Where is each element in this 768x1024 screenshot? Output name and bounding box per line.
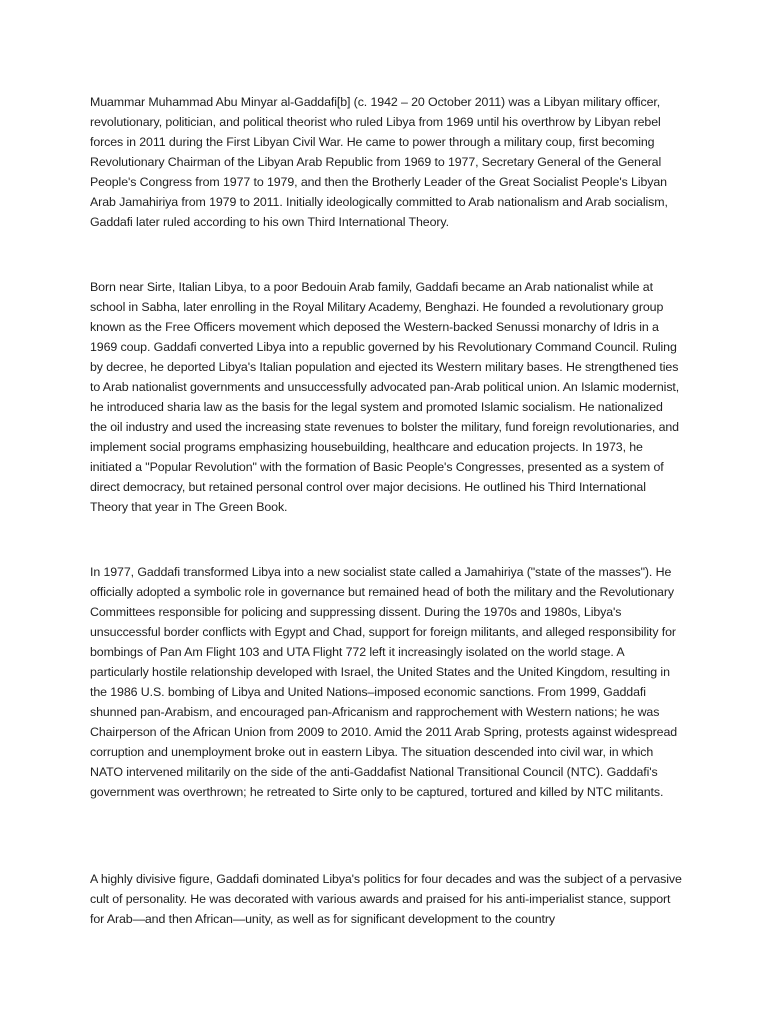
paragraph-3: In 1977, Gaddafi transformed Libya into a new socialist state called a Jamahiriya ("state of the masses"). He officially adopted a symbolic role in governance but remained head of both the military and the Revolutionary Committees responsible for policing and suppressing dissent. During the 1970s and 1980s, Libya's unsuccessful border conflicts with Egypt and Chad, support for foreign militants, and alleged responsibility for bombings of Pan Am Flight 103 and UTA Flight 772 left it increasingly isolated on the world stage. A particularly hostile relationship developed with Israel, the United States and the United Kingdom, resulting in the 1986 U.S. bombing of Libya and United Nations–imposed economic sanctions. From 1999, Gaddafi shunned pan-Arabism, and encouraged pan-Africanism and rapprochement with Western nations; he was Chairperson of the African Union from 2009 to 2010. Amid the 2011 Arab Spring, protests against widespread corruption and unemployment broke out in eastern Libya. The situation descended into civil war, in which NATO intervened militarily on the side of the anti-Gaddafist National Transitional Council (NTC). Gaddafi's government was overthrown; he retreated to Sirte only to be captured, tortured and killed by NTC militants.: [90, 565, 678, 799]
paragraph-1: Muammar Muhammad Abu Minyar al-Gaddafi[b] (c. 1942 – 20 October 2011) was a Libyan military officer, revolutionary, politician, and political theorist who ruled Libya from 1969 until his overthrow by Libyan rebel forces in 2011 during the First Libyan Civil War. He came to power through a military coup, first becoming Revolutionary Chairman of the Libyan Arab Republic from 1969 to 1977, Secretary General of the General People's Congress from 1977 to 1979, and then the Brotherly Leader of the Great Socialist People's Libyan Arab Jamahiriya from 1979 to 2011. Initially ideologically committed to Arab nationalism and Arab socialism, Gaddafi later ruled according to his own Third International Theory.: [90, 95, 668, 229]
paragraph-2: Born near Sirte, Italian Libya, to a poor Bedouin Arab family, Gaddafi became an Arab nationalist while at school in Sabha, later enrolling in the Royal Military Academy, Benghazi. He founded a revolutionary group known as the Free Officers movement which deposed the Western-backed Senussi monarchy of Idris in a 1969 coup. Gaddafi converted Libya into a republic governed by his Revolutionary Command Council. Ruling by decree, he deported Libya's Italian population and ejected its Western military bases. He strengthened ties to Arab nationalist governments and unsuccessfully advocated pan-Arab political union. An Islamic modernist, he introduced sharia law as the basis for the legal system and promoted Islamic socialism. He nationalized the oil industry and used the increasing state revenues to bolster the military, fund foreign revolutionaries, and implement social programs emphasizing housebuilding, healthcare and education projects. In 1973, he initiated a "Popular Revolution" with the formation of Basic People's Congresses, presented as a system of direct democracy, but retained personal control over major decisions. He outlined his Third International Theory that year in The Green Book.: [90, 280, 680, 514]
paragraph-4: A highly divisive figure, Gaddafi dominated Libya's politics for four decades and was the subject of a pervasive cult of personality. He was decorated with various awards and praised for his anti-imperialist stance, support for Arab—and then African—unity, as well as for significant development to the country: [90, 872, 682, 926]
